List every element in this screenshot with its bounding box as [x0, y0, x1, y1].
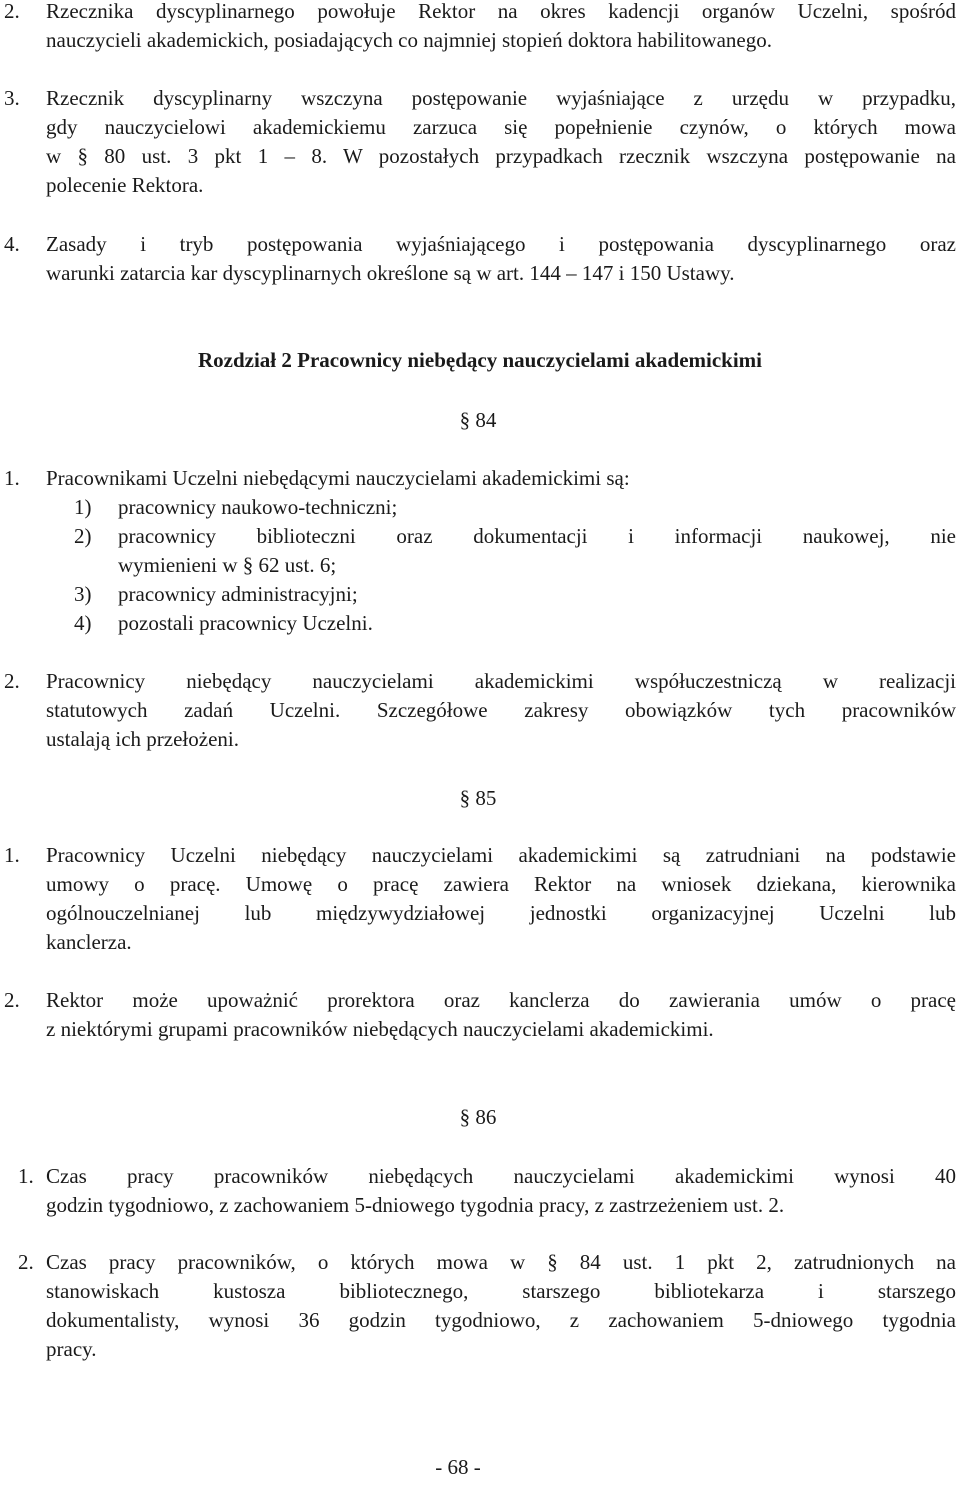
- paragraph-line: nauczycieli akademickich, posiadających co najmniej stopień doktora habilitowanego.: [46, 28, 772, 52]
- paragraph-line: kanclerza.: [46, 930, 132, 954]
- paragraph-line: warunki zatarcia kar dyscyplinarnych określone są w art. 144 – 147 i 150 Ustawy.: [46, 261, 735, 285]
- paragraph-line: stanowiskach kustosza bibliotecznego, starszego bibliotekarza i starszego: [46, 1279, 956, 1303]
- page-number: - 68 -: [435, 1455, 481, 1479]
- chapter-heading: Rozdział 2 Pracownicy niebędący nauczycielami akademickimi: [197, 348, 763, 372]
- paragraph-number: 3.: [4, 86, 20, 110]
- paragraph-line: Czas pracy pracowników, o których mowa w § 84 ust. 1 pkt 2, zatrudnionych na: [46, 1250, 956, 1274]
- paragraph-line: ogólnouczelnianej lub międzywydziałowej jednostki organizacyjnej Uczelni lub: [46, 901, 956, 925]
- list-item: wymienieni w § 62 ust. 6;: [118, 553, 337, 577]
- section-heading: § 85: [459, 786, 497, 810]
- section-heading: § 86: [459, 1105, 497, 1129]
- paragraph-number: 1.: [4, 466, 20, 490]
- paragraph-line: Czas pracy pracowników niebędących nauczycielami akademickimi wynosi 40: [46, 1164, 956, 1188]
- paragraph-line: Pracownicy niebędący nauczycielami akademickimi współuczestniczą w realizacji: [46, 669, 956, 693]
- paragraph-number: 2.: [18, 1250, 34, 1274]
- paragraph-line: Rzecznika dyscyplinarnego powołuje Rektor na okres kadencji organów Uczelni, spośród: [46, 0, 956, 23]
- list-item: pozostali pracownicy Uczelni.: [118, 611, 373, 635]
- paragraph-line: ustalają ich przełożeni.: [46, 727, 239, 751]
- paragraph-line: gdy nauczycielowi akademickiemu zarzuca się popełnienie czynów, o których mowa: [46, 115, 956, 139]
- paragraph-line: w § 80 ust. 3 pkt 1 – 8. W pozostałych przypadkach rzecznik wszczyna postępowanie na: [46, 144, 956, 168]
- paragraph-line: dokumentalisty, wynosi 36 godzin tygodniowo, z zachowaniem 5-dniowego tygodnia: [46, 1308, 956, 1332]
- paragraph-line: Pracownikami Uczelni niebędącymi nauczycielami akademickimi są:: [46, 466, 630, 490]
- paragraph-number: 2.: [4, 669, 20, 693]
- list-item: pracownicy naukowo-techniczni;: [118, 495, 398, 519]
- list-item-number: 3): [74, 582, 92, 606]
- paragraph-line: umowy o pracę. Umowę o pracę zawiera Rektor na wniosek dziekana, kierownika: [46, 872, 956, 896]
- list-item: pracownicy administracyjni;: [118, 582, 358, 606]
- paragraph-line: Zasady i tryb postępowania wyjaśniającego i postępowania dyscyplinarnego oraz: [46, 232, 956, 256]
- paragraph-number: 1.: [18, 1164, 34, 1188]
- paragraph-number: 2.: [4, 0, 20, 23]
- paragraph-number: 4.: [4, 232, 20, 256]
- paragraph-line: statutowych zadań Uczelni. Szczegółowe zakresy obowiązków tych pracowników: [46, 698, 956, 722]
- section-heading: § 84: [459, 408, 497, 432]
- list-item-number: 2): [74, 524, 92, 548]
- paragraph-line: Rzecznik dyscyplinarny wszczyna postępowanie wyjaśniające z urzędu w przypadku,: [46, 86, 956, 110]
- paragraph-line: pracy.: [46, 1337, 97, 1361]
- paragraph-number: 2.: [4, 988, 20, 1012]
- list-item: pracownicy bibliotеczni oraz dokumentacji i informacji naukowej, nie: [118, 524, 956, 548]
- paragraph-line: polecenie Rektora.: [46, 173, 204, 197]
- paragraph-line: z niektórymi grupami pracowników niebędących nauczycielami akademickimi.: [46, 1017, 714, 1041]
- paragraph-line: godzin tygodniowo, z zachowaniem 5-dniowego tygodnia pracy, z zastrzeżeniem ust. 2.: [46, 1193, 785, 1217]
- list-item-number: 1): [74, 495, 92, 519]
- paragraph-line: Rektor może upoważnić prorektora oraz kanclerza do zawierania umów o pracę: [46, 988, 956, 1012]
- paragraph-number: 1.: [4, 843, 20, 867]
- list-item-number: 4): [74, 611, 92, 635]
- paragraph-line: Pracownicy Uczelni niebędący nauczycielami akademickimi są zatrudniani na podstawie: [46, 843, 956, 867]
